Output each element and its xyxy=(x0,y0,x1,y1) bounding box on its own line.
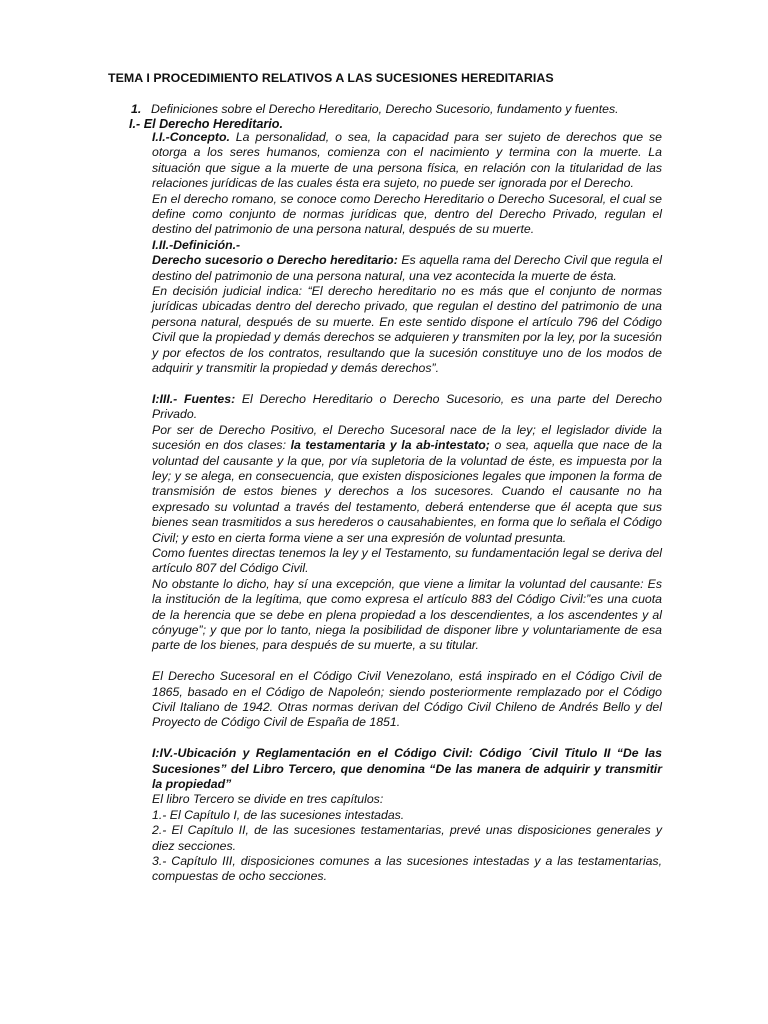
paragraph-derecho-romano: En el derecho romano, se conoce como Derecho Hereditario o Derecho Sucesoral, el cual se define como conjunto de normas jurídicas que, dentro del Derecho Privado, regulan el destino del patrimonio de una persona natural, después de su muerte. xyxy=(152,191,662,237)
document-title: TEMA I PROCEDIMIENTO RELATIVOS A LAS SUCESIONES HEREDITARIAS xyxy=(108,71,554,85)
fuentes-label: I:III.- Fuentes: xyxy=(152,391,236,406)
paragraph-derecho-positivo xyxy=(152,423,662,546)
list-item-capitulo-2: 2.- El Capítulo II, de las sucesiones testamentarias, prevé unas disposiciones generales y diez secciones. xyxy=(152,823,662,853)
positivo-text-2: o sea, aquella que nace de la voluntad del causante y la que, por vía supletoria de la voluntad de éste, es impuesta por la ley; y se alega, en consecuencia, que existen disposiciones legales que imponen la forma de transmisión de estos bienes y derechos a los sucesores. Cuando el causante no ha expresado su voluntad a través del testamento, deberá entenderse que él acepta que sus bienes sean trasmitidos a sus herederos o causahabientes, en forma que lo señala el Código Civil; y esto en cierta forma viene a ser una expresión de voluntad presunta. xyxy=(152,438,662,545)
document-body xyxy=(152,130,662,885)
paragraph-codigo-venezolano: El Derecho Sucesoral en el Código Civil Venezolano, está inspirado en el Código Civil de 1865, basado en el Código de Napoleón; siendo posteriormente remplazado por el Código Civil Italiano de 1942. Otras normas derivan del Código Civil Chileno de Andrés Bello y del Proyecto de Código Civil de España de 1851. xyxy=(152,669,662,730)
section-heading-i: I.- El Derecho Hereditario. xyxy=(129,117,283,131)
definicion-heading-text: I.II.-Definición.- xyxy=(152,237,241,252)
heading-ubicacion xyxy=(152,746,662,792)
derecho-sucesorio-label: Derecho sucesorio o Derecho hereditario: xyxy=(152,253,398,268)
numbered-item-1 xyxy=(131,102,619,116)
derecho-sucesorio-text: Es aquella rama del Derecho Civil que regula el destino del patrimonio de una persona natural, una vez acontecida la muerte de ésta. xyxy=(152,253,662,283)
heading-definicion xyxy=(152,238,662,253)
paragraph-fuentes xyxy=(152,392,662,423)
paragraph-excepcion: No obstante lo dicho, hay sí una excepción, que viene a limitar la voluntad del causante: Es la institución de la legítima, que como expresa el artículo 883 del Código Civil:”es una cuota de la herencia que se debe en plena propiedad a los descendientes, a los ascendentes y al cónyuge”; y que por lo tanto, niega la posibilidad de disponer libre y voluntariamente de esa parte de los bienes, para después de su muerte, a su titular. xyxy=(152,576,662,653)
list-item-capitulo-1: 1.- El Capítulo I, de las sucesiones intestadas. xyxy=(152,807,405,822)
paragraph-libro-tercero: El libro Tercero se divide en tres capítulos: xyxy=(152,792,384,807)
concepto-text: La personalidad, o sea, la capacidad para ser sujeto de derechos que se otorga a los seres humanos, comienza con el nacimiento y termina con la muerte. La situación que sigue a la muerte de una persona física, en relación con la titularidad de las relaciones jurídicas de las cuales ésta era sujeto, no puede ser ignorada por el Derecho. xyxy=(152,130,662,191)
positivo-text-1: Por ser de Derecho Positivo, el Derecho Sucesoral nace de la ley; el legislador divide la sucesión en dos clases: xyxy=(152,422,662,453)
ubicacion-heading-text: I:IV.-Ubicación y Reglamentación en el Código Civil: Código ´Civil Titulo II “De las Sucesiones” del Libro Tercero, que denomina “De las manera de adquirir y transmitir la propiedad” xyxy=(152,746,662,792)
positivo-bold: la testamentaria y la ab-intestato; xyxy=(290,438,490,453)
paragraph-derecho-sucesorio xyxy=(152,253,662,284)
paragraph-fuentes-directas: Como fuentes directas tenemos la ley y el Testamento, su fundamentación legal se deriva del artículo 807 del Código Civil. xyxy=(152,545,662,576)
paragraph-decision-judicial: En decisión judicial indica: “El derecho hereditario no es más que el conjunto de normas jurídicas ubicadas dentro del derecho privado, que regulan el destino del patrimonio de una persona natural, después de su muerte. En este sentido dispone el artículo 796 del Código Civil que la propiedad y demás derechos se adquieren y transmiten por la ley, por la sucesión y por efectos de los contratos, resultando que la sucesión constituye uno de los modos de adquirir y transmitir la propiedad y demás derechos”. xyxy=(152,284,662,376)
item-text: Definiciones sobre el Derecho Hereditario, Derecho Sucesorio, fundamento y fuentes. xyxy=(151,102,619,116)
concepto-label: I.I.-Concepto. xyxy=(152,130,230,144)
paragraph-concepto xyxy=(152,130,662,192)
item-number: 1. xyxy=(131,102,142,116)
list-item-capitulo-3: 3.- Capítulo III, disposiciones comunes a las sucesiones intestadas y a las testamentarias, compuestas de ocho secciones. xyxy=(152,854,662,884)
fuentes-text: El Derecho Hereditario o Derecho Sucesorio, es una parte del Derecho Privado. xyxy=(152,391,662,422)
